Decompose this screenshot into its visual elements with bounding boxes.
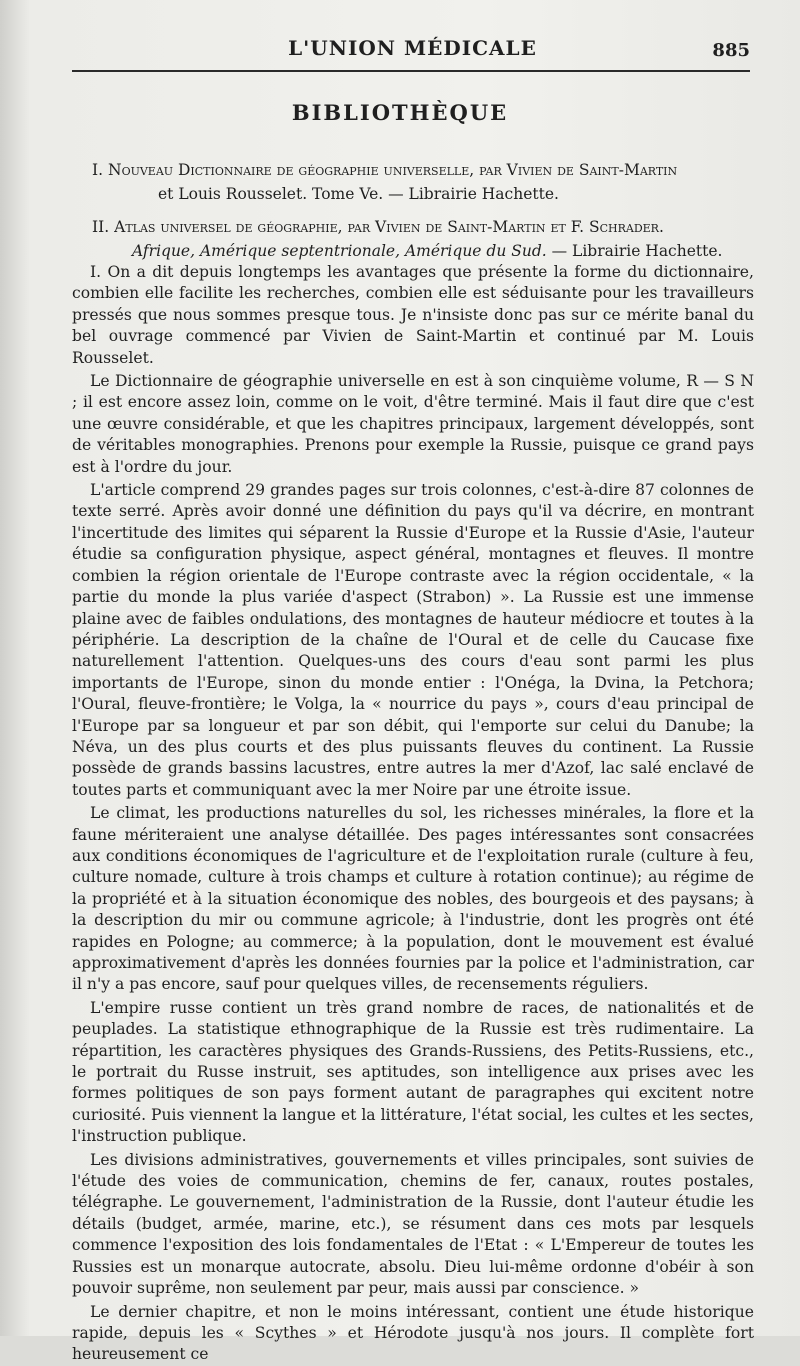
paragraph: Le climat, les productions naturelles du sol, les richesses minérales, la flore et la faune mériteraient une analyse détaillée. Des pages intéressantes sont consacrées aux conditions économiques de l'agriculture et de l'exploitation rurale (culture à feu, culture nomade, culture à trois champs et culture à rotation continue); au régime de la propriété et à la situation économique des nobles, des bourgeois et des paysans; à la description du mir ou commune agricole; à l'industrie, dont les progrès ont été rapides en Pologne; au commerce; à la population, dont le mouvement est évalué approximativement d'après les données fournies par la police et l'administration, car il n'y a pas encore, sauf pour quelques villes, de recensements réguliers. — [72, 804, 754, 994]
page-header — [75, 36, 750, 68]
bib-line — [92, 239, 752, 263]
bib-line: et Louis Rousselet. Tome Ve. — Librairie Hachette. — [158, 185, 559, 203]
paragraph: Les divisions administratives, gouvernements et villes principales, sont suivies de l'étude des voies de communication, chemins de fer, canaux, routes postales, télégraphe. Le gouvernement, l'administration de la Russie, dont l'auteur étudie les détails (budget, armée, marine, etc.), se résument dans ces mots par lesquels commence l'exposition des lois fondamentales de l'Etat : « L'Empereur de toutes les Russies est un monarque autocrate, absolu. Dieu lui-même ordonne d'obéir à son pouvoir suprême, non seulement par peur, mais aussi par conscience. » — [72, 1150, 754, 1298]
bib-title: Nouveau Dictionnaire de géographie universelle, par Vivien de Saint-Martin — [108, 161, 678, 179]
paragraph: Le dernier chapitre, et non le moins intéressant, contient une étude historique rapide, depuis les « Scythes » et Hérodote jusqu'à nos jours. Il complète fort heureusement ce — [72, 1302, 754, 1364]
paragraph: L'article comprend 29 grandes pages sur trois colonnes, c'est-à-dire 87 colonnes de texte serré. Après avoir donné une définition du pays qu'il va décrire, en montrant l'incertitude des limites qui séparent la Russie d'Europe et la Russie d'Asie, l'auteur étudie sa configuration physique, aspect général, montagnes et fleuves. Il montre combien la région orientale de l'Europe contraste avec la région occidentale, « la partie du monde la plus variée d'aspect (Strabon) ». La Russie est une immense plaine avec de faibles ondulations, des montagnes de hauteur médiocre et toutes à la périphérie. La description de la chaîne de l'Oural et de celle du Caucase fixe naturellement l'attention. Quelques-uns des cours d'eau sont parmi les plus importants de l'Europe, sinon du monde entier : l'Onéga, la Dvina, la Petchora; l'Oural, fleuve-frontière; le Volga, la « nourrice du pays », cours d'eau principal de l'Europe par sa longueur et par son débit, qui l'emporte sur celui du Danube; la Néva, un des plus courts et des plus puissants fleuves du continent. La Russie possède de grands bassins lacustres, entre autres la mer d'Azof, lac salé enclavé de toutes parts et communiquant avec la mer Noire par une étroite issue. — [72, 481, 754, 799]
bibliography-entry-2 — [92, 215, 752, 263]
bib-publisher: — Librairie Hachette. — [551, 242, 723, 260]
paragraph: Le Dictionnaire de géographie universelle en est à son cinquième volume, R — S N ; il est encore assez loin, comme on le voit, d'être terminé. Mais il faut dire que c'est une œuvre considérable, et que les chapitres principaux, largement développés, sont de véritables monographies. Prenons pour exemple la Russie, puisque ce grand pays est à l'ordre du jour. — [72, 372, 754, 476]
bib-number: I. — [92, 161, 104, 179]
paragraph: I. On a dit depuis longtemps les avantages que présente la forme du dictionnaire, combien elle facilite les recherches, combien elle est séduisante pour les travailleurs pressés que nous sommes presque tous. Je n'insiste donc pas sur ce mérite banal du bel ouvrage commencé par Vivien de Saint-Martin et continué par M. Louis Rousselet. — [72, 263, 754, 367]
bib-line — [92, 158, 752, 182]
bib-title: Atlas universel de géographie, par Vivien de Saint-Martin et F. Schrader. — [114, 218, 664, 236]
bib-line — [92, 215, 752, 239]
bib-number: II. — [92, 218, 110, 236]
bibliography-entry-1 — [92, 158, 752, 206]
running-title: L'UNION MÉDICALE — [288, 36, 537, 60]
paragraph: L'empire russe contient un très grand nombre de races, de nationalités et de peuplades. La statistique ethnographique de la Russie est très rudimentaire. La répartition, les caractères physiques des Grands-Russiens, des Petits-Russiens, etc., le portrait du Russe instruit, ses aptitudes, son intelligence aux prises avec les formes politiques de son pays forment autant de paragraphes qui excitent notre curiosité. Puis viennent la langue et la littérature, l'état social, les cultes et les sectes, l'instruction publique. — [72, 998, 754, 1146]
page-number: 885 — [712, 40, 750, 61]
section-title: BIBLIOTHÈQUE — [291, 100, 509, 125]
bib-subtitle: Afrique, Amérique septentrionale, Amérique du Sud. — [132, 242, 547, 260]
article-body — [72, 262, 754, 1366]
header-rule — [72, 70, 750, 72]
